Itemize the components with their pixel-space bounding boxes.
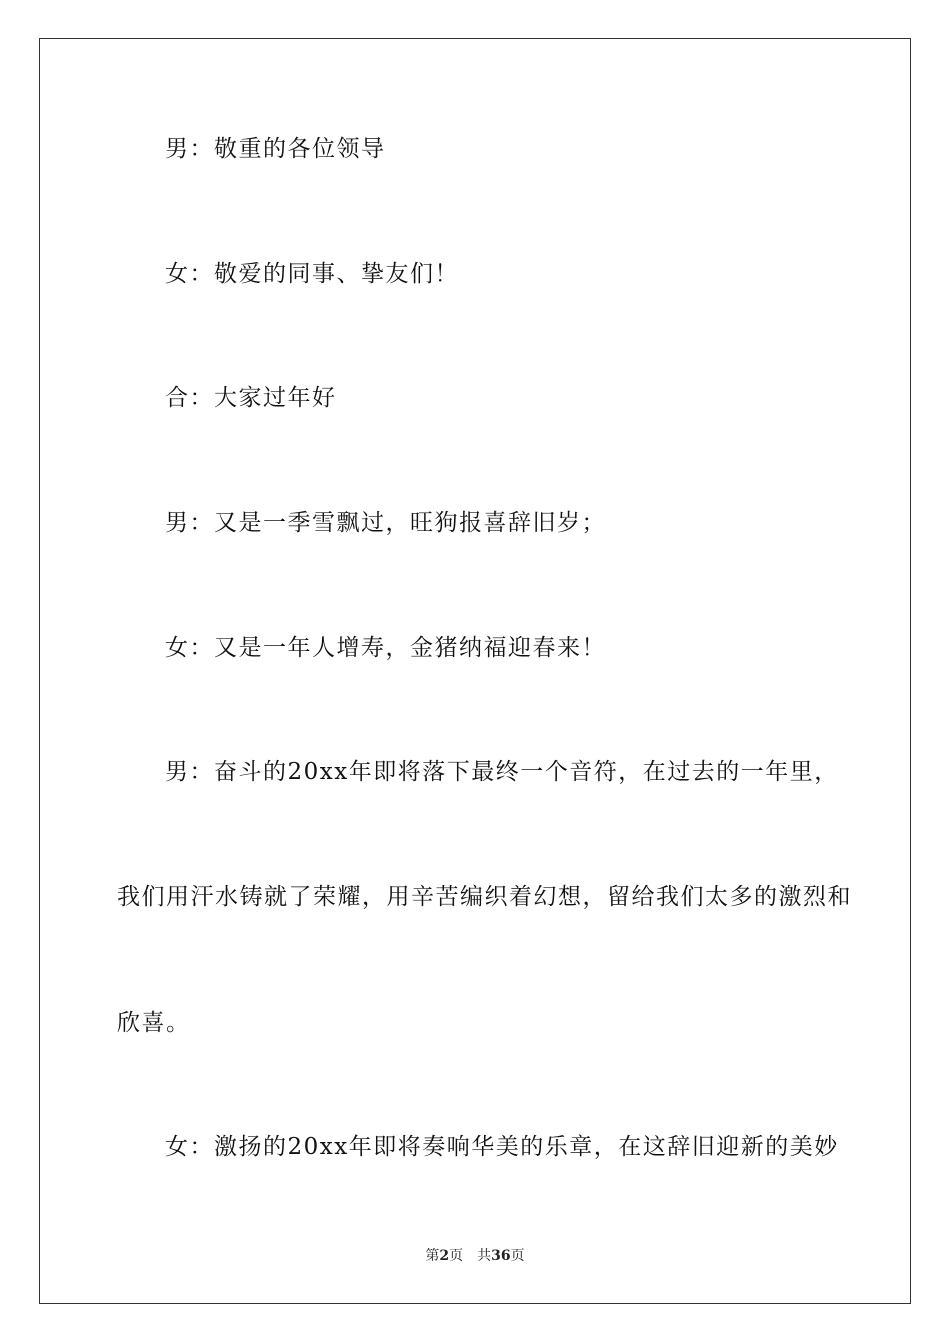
- page-prefix: 第: [425, 1248, 440, 1264]
- total-prefix: 共: [477, 1248, 492, 1264]
- text-line-3: 合：大家过年好: [165, 385, 337, 411]
- text-line-5: 女：又是一年人增寿，金猪纳福迎春来！: [165, 635, 606, 661]
- page-frame: [39, 38, 911, 1304]
- text-line-1: 男：敬重的各位领导: [165, 136, 386, 162]
- page-suffix: 页: [449, 1248, 464, 1264]
- text-line-6: 男：奋斗的20xx年即将落下最终一个音符，在过去的一年里，: [165, 759, 839, 785]
- text-line-7: 我们用汗水铸就了荣耀，用辛苦编织着幻想，留给我们太多的激烈和: [117, 884, 852, 910]
- text-line-9: 女：激扬的20xx年即将奏响华美的乐章，在这辞旧迎新的美妙: [165, 1134, 839, 1160]
- page-footer: [0, 1246, 950, 1266]
- text-line-8: 欣喜。: [117, 1010, 191, 1036]
- text-line-2: 女：敬爱的同事、挚友们！: [165, 261, 459, 287]
- total-suffix: 页: [510, 1248, 525, 1264]
- total-pages: 36: [491, 1248, 511, 1264]
- page-number: 2: [439, 1248, 450, 1264]
- text-line-4: 男：又是一季雪飘过，旺狗报喜辞旧岁；: [165, 510, 606, 536]
